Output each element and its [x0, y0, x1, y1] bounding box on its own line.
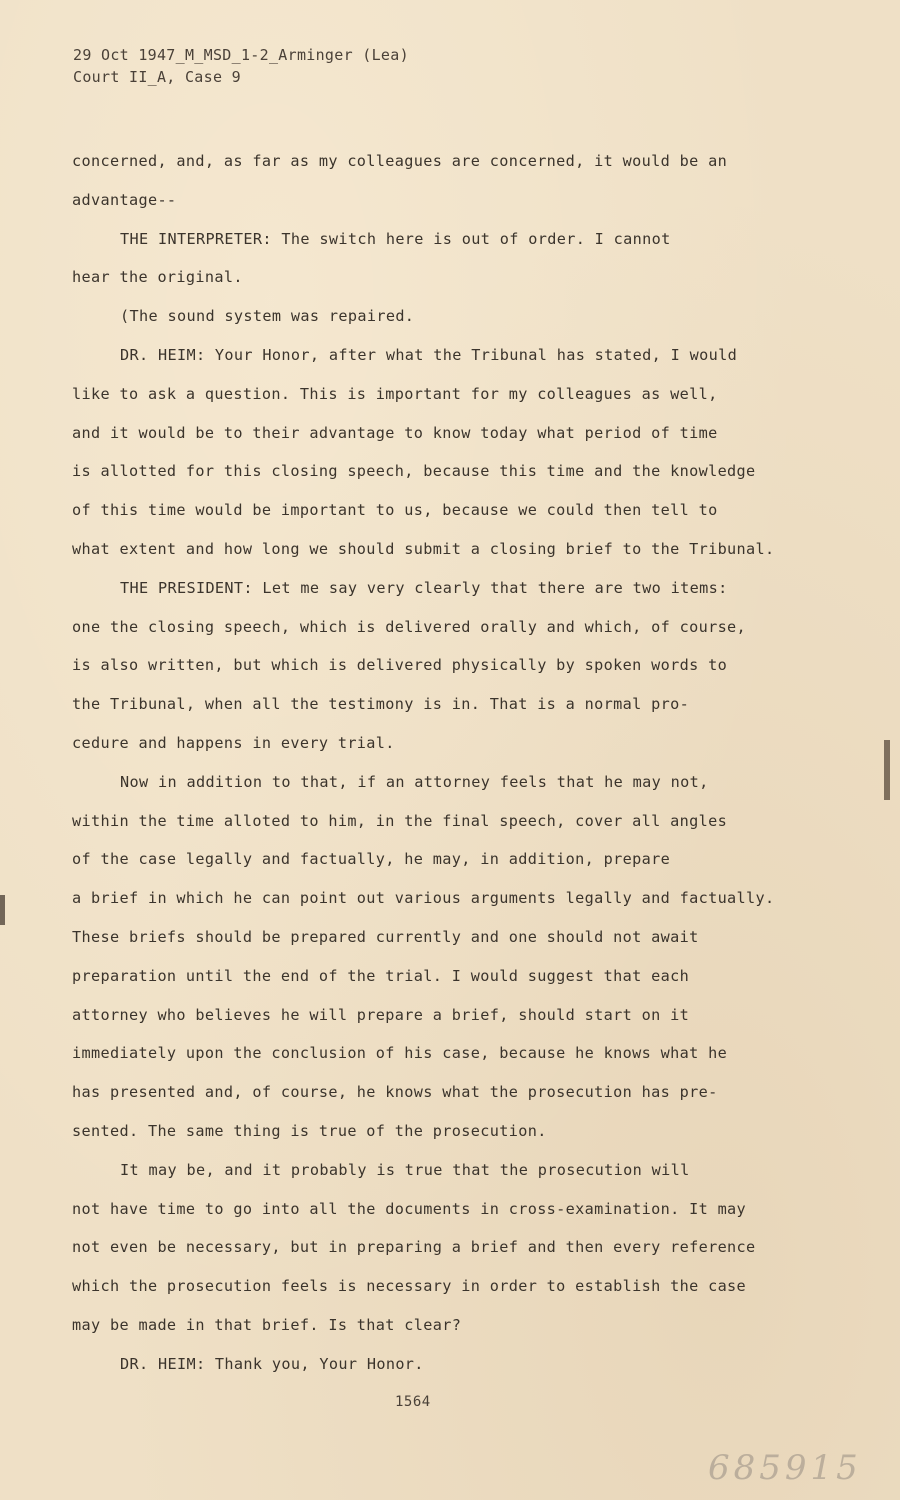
document-header [73, 44, 409, 88]
archive-stamp-number: 685915 [708, 1448, 862, 1488]
transcript-line: THE INTERPRETER: The switch here is out of order. I cannot [120, 229, 671, 248]
transcript-line: These briefs should be prepared currently and one should not await [72, 927, 699, 946]
transcript-line: advantage-- [72, 190, 177, 209]
paper-edge-mark [884, 740, 890, 800]
transcript-line: has presented and, of course, he knows what the prosecution has pre- [72, 1083, 718, 1102]
transcript-line: It may be, and it probably is true that the prosecution will [120, 1160, 690, 1179]
transcript-line: hear the original. [72, 268, 243, 287]
transcript-line: of this time would be important to us, because we could then tell to [72, 501, 718, 520]
header-line-date-session: 29 Oct 1947_M_MSD_1-2_Arminger (Lea) [73, 46, 409, 64]
transcript-line: cedure and happens in every trial. [72, 733, 395, 752]
transcript-line: (The sound system was repaired. [120, 307, 415, 326]
transcript-line: and it would be to their advantage to know today what period of time [72, 423, 718, 442]
transcript-line: immediately upon the conclusion of his case, because he knows what he [72, 1044, 728, 1063]
transcript-line: within the time alloted to him, in the final speech, cover all angles [72, 811, 728, 830]
transcript-line: Now in addition to that, if an attorney feels that he may not, [120, 772, 709, 791]
transcript-line: like to ask a question. This is important for my colleagues as well, [72, 384, 718, 403]
transcript-line: sented. The same thing is true of the prosecution. [72, 1121, 547, 1140]
transcript-line: concerned, and, as far as my colleagues are concerned, it would be an [72, 152, 728, 170]
transcript-line: of the case legally and factually, he may, in addition, prepare [72, 850, 671, 869]
transcript-line: is allotted for this closing speech, because this time and the knowledge [72, 462, 756, 481]
transcript-line: may be made in that brief. Is that clear? [72, 1315, 462, 1334]
transcript-line: a brief in which he can point out various arguments legally and factually. [72, 889, 775, 908]
header-line-court-case: Court II_A, Case 9 [73, 68, 241, 86]
transcript-line: not even be necessary, but in preparing a brief and then every reference [72, 1238, 756, 1257]
transcript-line: DR. HEIM: Thank you, Your Honor. [120, 1354, 424, 1373]
transcript-line: what extent and how long we should submit a closing brief to the Tribunal. [72, 539, 775, 558]
paper-edge-mark-left [0, 895, 5, 925]
transcript-line: not have time to go into all the documents in cross-examination. It may [72, 1199, 747, 1218]
transcript-line: DR. HEIM: Your Honor, after what the Tribunal has stated, I would [120, 345, 738, 364]
transcript-line: one the closing speech, which is delivered orally and which, of course, [72, 617, 747, 636]
transcript-line: which the prosecution feels is necessary in order to establish the case [72, 1277, 747, 1296]
transcript-line: is also written, but which is delivered physically by spoken words to [72, 656, 728, 675]
page-number: 1564 [395, 1394, 431, 1410]
transcript-body [72, 142, 812, 1384]
transcript-line: preparation until the end of the trial. I would suggest that each [72, 966, 690, 985]
transcript-line: the Tribunal, when all the testimony is in. That is a normal pro- [72, 695, 690, 714]
transcript-line: THE PRESIDENT: Let me say very clearly that there are two items: [120, 578, 728, 597]
transcript-line: attorney who believes he will prepare a brief, should start on it [72, 1005, 690, 1024]
